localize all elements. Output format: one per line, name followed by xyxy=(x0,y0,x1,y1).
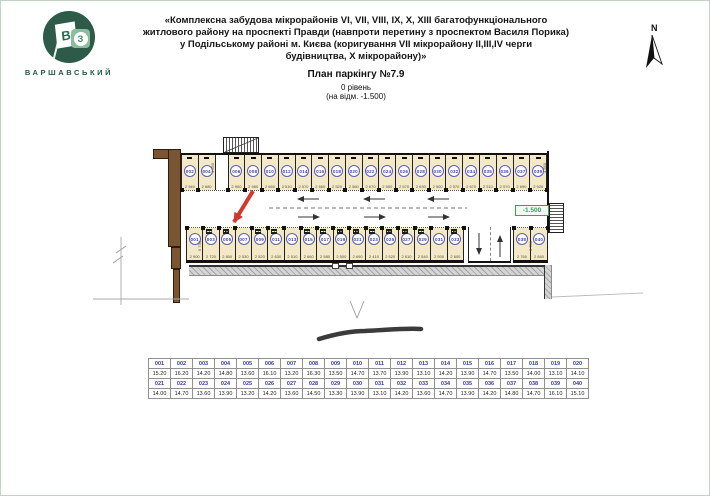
stall-id-cell: 030 xyxy=(347,379,369,389)
equipment-box-icon xyxy=(337,229,343,234)
stall-dimension: 2 510 xyxy=(287,254,298,259)
stall-id-cell: 026 xyxy=(259,379,281,389)
stall-area-cell: 13.60 xyxy=(193,389,215,399)
parking-stall-036 xyxy=(496,155,513,190)
vent-mark-icon xyxy=(284,157,289,159)
stall-number: 035 xyxy=(482,165,494,177)
parking-stall-007 xyxy=(235,228,251,260)
equipment-box-icon xyxy=(353,229,359,234)
stall-area-cell: 14.70 xyxy=(171,389,193,399)
vertical-dimension: 1 550 xyxy=(210,162,215,173)
stall-dimension: 2 670 xyxy=(466,184,477,189)
stall-number: 013 xyxy=(286,233,298,245)
stall-number: 004 xyxy=(201,165,213,177)
stall-number: 008 xyxy=(247,165,259,177)
stall-number: 025 xyxy=(384,233,396,245)
parking-stall-010 xyxy=(261,155,278,190)
company-logo xyxy=(17,11,121,77)
stall-id-cell: 023 xyxy=(193,379,215,389)
parking-stall-033 xyxy=(447,228,463,260)
corridor-gap xyxy=(215,155,228,190)
vent-mark-icon xyxy=(536,157,541,159)
stall-dimension: 2 520 xyxy=(254,254,265,259)
stall-id-cell: 019 xyxy=(545,359,567,369)
vent-mark-icon xyxy=(204,157,209,159)
stall-dimension: 2 840 xyxy=(533,254,544,259)
stall-number: 029 xyxy=(417,233,429,245)
stall-area-cell: 14.70 xyxy=(523,389,545,399)
stall-number: 039 xyxy=(532,165,544,177)
stall-number: 012 xyxy=(281,165,293,177)
staircase-top xyxy=(223,137,259,153)
equipment-box-icon xyxy=(320,229,326,234)
vent-mark-icon xyxy=(187,157,192,159)
table-row xyxy=(149,389,589,399)
stall-id-cell: 003 xyxy=(193,359,215,369)
stall-area-cell: 14.70 xyxy=(479,369,501,379)
stall-area-cell: 16.20 xyxy=(171,369,193,379)
stall-number: 005 xyxy=(221,233,233,245)
stall-dimension: 2 510 xyxy=(482,184,493,189)
parking-stall-012 xyxy=(278,155,295,190)
stall-number: 015 xyxy=(303,233,315,245)
stall-area-cell: 14.20 xyxy=(193,369,215,379)
wall-notch xyxy=(332,263,339,269)
vent-mark-icon xyxy=(318,157,323,159)
stall-id-cell: 034 xyxy=(435,379,457,389)
stall-id-cell: 028 xyxy=(303,379,325,389)
stall-dimension: 2 570 xyxy=(298,184,309,189)
parking-stall-037 xyxy=(513,155,530,190)
stall-number: 036 xyxy=(499,165,511,177)
stall-id-cell: 017 xyxy=(501,359,523,369)
equipment-box-icon xyxy=(271,229,277,234)
stall-id-cell: 016 xyxy=(479,359,501,369)
parking-stall-025 xyxy=(382,228,398,260)
wall-segment xyxy=(168,149,181,247)
brand-name: ВАРШАВСЬКИЙ xyxy=(24,68,114,77)
equipment-box-icon xyxy=(402,229,408,234)
parking-stall-030 xyxy=(429,155,446,190)
stall-id-cell: 002 xyxy=(171,359,193,369)
stall-area-cell: 16.10 xyxy=(545,389,567,399)
logo-flag-letter: В xyxy=(60,26,72,44)
bottom-parking-row xyxy=(186,227,464,263)
stall-area-cell: 16.30 xyxy=(303,369,325,379)
parking-stall-002 xyxy=(181,155,198,190)
break-mark xyxy=(116,246,126,253)
parking-stall-029 xyxy=(414,228,430,260)
stall-dimension: 2 920 xyxy=(533,184,544,189)
stall-id-cell: 040 xyxy=(567,379,589,389)
stall-area-cell: 13.60 xyxy=(237,369,259,379)
parking-stall-013 xyxy=(284,228,300,260)
stall-dimension: 2 540 xyxy=(417,254,428,259)
stall-id-cell: 001 xyxy=(149,359,171,369)
parking-stall-009 xyxy=(251,228,267,260)
vent-mark-icon xyxy=(385,157,390,159)
parking-stall-015 xyxy=(300,228,316,260)
stall-area-cell: 14.50 xyxy=(303,389,325,399)
parking-stall-027 xyxy=(398,228,414,260)
stall-id-cell: 035 xyxy=(457,379,479,389)
stall-dimension: 2 610 xyxy=(401,254,412,259)
stall-id-cell: 010 xyxy=(347,359,369,369)
stall-number: 016 xyxy=(314,165,326,177)
retaining-wall-corner xyxy=(544,265,552,299)
parking-stall-028 xyxy=(412,155,429,190)
stall-area-cell: 14.20 xyxy=(391,389,413,399)
stall-number: 023 xyxy=(368,233,380,245)
stall-number: 038 xyxy=(516,233,528,245)
speech-bubble-icon xyxy=(71,29,90,48)
vertical-dimension: 5 730 xyxy=(197,240,202,251)
stall-area-cell: 14.20 xyxy=(479,389,501,399)
stall-id-cell: 013 xyxy=(413,359,435,369)
equipment-box-icon xyxy=(304,229,310,234)
stall-number: 009 xyxy=(254,233,266,245)
stall-number: 011 xyxy=(270,233,282,245)
parking-stall-011 xyxy=(267,228,283,260)
stall-area-cell: 13.90 xyxy=(457,389,479,399)
parking-stall-020 xyxy=(345,155,362,190)
stall-number: 018 xyxy=(331,165,343,177)
stall-area-cell: 13.10 xyxy=(545,369,567,379)
vent-mark-icon xyxy=(267,157,272,159)
stall-area-cell: 13.30 xyxy=(325,389,347,399)
stall-area-cell: 13.10 xyxy=(369,389,391,399)
stall-area-cell: 14.80 xyxy=(501,389,523,399)
stall-area-cell: 14.70 xyxy=(435,389,457,399)
equipment-box-icon xyxy=(206,229,212,234)
stall-dimension: 2 530 xyxy=(238,254,249,259)
stall-id-cell: 033 xyxy=(413,379,435,389)
stall-area-cell: 16.10 xyxy=(259,369,281,379)
stall-dimension: 2 570 xyxy=(449,184,460,189)
equipment-box-icon xyxy=(255,229,261,234)
staircase-right xyxy=(549,203,564,233)
stall-area-cell: 14.80 xyxy=(215,369,237,379)
equipment-box-icon xyxy=(451,229,457,234)
stall-dimension: 2 520 xyxy=(385,254,396,259)
stall-number: 037 xyxy=(515,165,527,177)
stall-number: 001 xyxy=(189,233,201,245)
retaining-wall xyxy=(189,265,544,276)
stall-number: 010 xyxy=(264,165,276,177)
stall-id-cell: 011 xyxy=(369,359,391,369)
stall-number: 020 xyxy=(348,165,360,177)
road-line xyxy=(319,329,421,339)
stall-id-cell: 005 xyxy=(237,359,259,369)
stall-number: 019 xyxy=(335,233,347,245)
stall-dimension: 2 900 xyxy=(189,254,200,259)
stall-area-cell: 14.20 xyxy=(259,389,281,399)
stall-dimension: 2 570 xyxy=(499,184,510,189)
table-row xyxy=(149,369,589,379)
table-row xyxy=(149,379,589,389)
stall-dimension: 2 760 xyxy=(516,254,527,259)
stall-dimension: 2 660 xyxy=(264,184,275,189)
plan-title: План паркінгу №7.9 xyxy=(307,69,405,80)
stall-dimension: 2 800 xyxy=(222,254,233,259)
parking-stall-022 xyxy=(362,155,379,190)
stall-area-cell: 15.20 xyxy=(149,369,171,379)
stall-dimension: 2 680 xyxy=(201,184,212,189)
vent-mark-icon xyxy=(234,157,239,159)
stall-area-cell: 15.10 xyxy=(567,389,589,399)
stall-dimension: 2 720 xyxy=(205,254,216,259)
parking-stall-021 xyxy=(349,228,365,260)
stall-dimension: 2 410 xyxy=(368,254,379,259)
stall-area-cell: 13.50 xyxy=(501,369,523,379)
stall-number: 003 xyxy=(205,233,217,245)
top-parking-row xyxy=(181,153,547,191)
vent-mark-icon xyxy=(351,157,356,159)
stall-dimension: 2 960 xyxy=(248,184,259,189)
stall-id-cell: 008 xyxy=(303,359,325,369)
stall-id-cell: 025 xyxy=(237,379,259,389)
break-mark xyxy=(113,256,123,263)
parking-stall-019 xyxy=(333,228,349,260)
title-line-4: будівництва, X мікрорайону)» xyxy=(285,51,427,62)
equipment-box-icon xyxy=(223,229,229,234)
parking-stall-008 xyxy=(244,155,261,190)
stall-id-cell: 036 xyxy=(479,379,501,389)
vent-mark-icon xyxy=(435,157,440,159)
parking-stall-032 xyxy=(445,155,462,190)
vent-mark-icon xyxy=(335,157,340,159)
parking-stall-024 xyxy=(378,155,395,190)
break-mark xyxy=(350,301,364,318)
stall-number: 017 xyxy=(319,233,331,245)
stall-id-cell: 022 xyxy=(171,379,193,389)
vent-mark-icon xyxy=(251,157,256,159)
stall-dimension: 2 660 xyxy=(315,184,326,189)
stall-number: 033 xyxy=(449,233,461,245)
stall-id-cell: 009 xyxy=(325,359,347,369)
stall-number: 002 xyxy=(184,165,196,177)
parking-stall-018 xyxy=(328,155,345,190)
stall-id-cell: 021 xyxy=(149,379,171,389)
parking-stall-026 xyxy=(395,155,412,190)
parking-stall-006 xyxy=(228,155,245,190)
vent-mark-icon xyxy=(301,157,306,159)
vent-mark-icon xyxy=(402,157,407,159)
vent-mark-icon xyxy=(502,157,507,159)
stall-id-cell: 027 xyxy=(281,379,303,389)
stall-dimension: 2 630 xyxy=(271,254,282,259)
parking-stall-017 xyxy=(316,228,332,260)
stall-area-cell: 13.10 xyxy=(413,369,435,379)
stall-dimension: 2 660 xyxy=(303,254,314,259)
stall-number: 032 xyxy=(448,165,460,177)
stall-id-cell: 012 xyxy=(391,359,413,369)
stall-id-cell: 007 xyxy=(281,359,303,369)
stall-number: 014 xyxy=(297,165,309,177)
stall-area-cell: 14.10 xyxy=(567,369,589,379)
parking-stall-014 xyxy=(295,155,312,190)
stall-area-cell: 14.00 xyxy=(149,389,171,399)
stall-area-cell: 13.90 xyxy=(215,389,237,399)
vent-mark-icon xyxy=(368,157,373,159)
stall-id-cell: 024 xyxy=(215,379,237,389)
stall-number: 026 xyxy=(398,165,410,177)
highlight-arrow-icon xyxy=(234,191,253,222)
elevation-tag: -1.500 xyxy=(515,205,549,216)
ramp xyxy=(468,227,511,263)
stall-number: 027 xyxy=(401,233,413,245)
stall-dimension: 2 690 xyxy=(516,184,527,189)
stall-dimension: 2 630 xyxy=(415,184,426,189)
stall-id-cell: 037 xyxy=(501,379,523,389)
wall-segment xyxy=(171,247,181,269)
vent-mark-icon xyxy=(452,157,457,159)
stall-id-cell: 015 xyxy=(457,359,479,369)
title-block xyxy=(109,15,603,101)
equipment-box-icon xyxy=(386,229,392,234)
stall-number: 034 xyxy=(465,165,477,177)
stall-dimension: 2 510 xyxy=(281,184,292,189)
title-line-3: у Подільському районі м. Києва (коригування VII мікрорайону II,III,IV черги xyxy=(179,39,533,50)
stall-dimension: 2 520 xyxy=(332,184,343,189)
stall-number: 030 xyxy=(432,165,444,177)
stall-id-cell: 006 xyxy=(259,359,281,369)
vertical-dimension: 5 750 xyxy=(528,240,533,251)
stall-area-cell: 14.70 xyxy=(347,369,369,379)
stall-number: 022 xyxy=(365,165,377,177)
parking-stall-034 xyxy=(462,155,479,190)
stall-id-cell: 018 xyxy=(523,359,545,369)
stall-number: 021 xyxy=(352,233,364,245)
stall-id-cell: 020 xyxy=(567,359,589,369)
stall-number: 040 xyxy=(533,233,545,245)
stall-dimension: 2 600 xyxy=(450,254,461,259)
stall-number: 031 xyxy=(433,233,445,245)
logo-disc-icon xyxy=(43,11,95,63)
parking-stall-005 xyxy=(219,228,235,260)
stall-area-cell: 13.50 xyxy=(325,369,347,379)
stall-area-cell: 13.60 xyxy=(281,389,303,399)
dimensions-table xyxy=(148,358,589,399)
wall-segment xyxy=(173,269,180,303)
parking-stall-035 xyxy=(479,155,496,190)
stall-dimension: 2 500 xyxy=(432,184,443,189)
vent-mark-icon xyxy=(469,157,474,159)
vent-mark-icon xyxy=(519,157,524,159)
boundary-line xyxy=(552,293,643,297)
stall-number: 006 xyxy=(230,165,242,177)
stall-dimension: 2 560 xyxy=(348,184,359,189)
equipment-box-icon xyxy=(418,229,424,234)
stall-number: 007 xyxy=(238,233,250,245)
vent-mark-icon xyxy=(485,157,490,159)
stall-dimension: 2 500 xyxy=(382,184,393,189)
stall-area-cell: 13.70 xyxy=(369,369,391,379)
parking-stall-003 xyxy=(202,228,218,260)
parking-stall-031 xyxy=(430,228,446,260)
stall-id-cell: 029 xyxy=(325,379,347,389)
north-icon xyxy=(646,35,654,68)
title-line-1: «Комплексна забудова мікрорайонів VI, VII, VIII, IX, X, XIII багатофункціонального xyxy=(164,15,548,26)
parking-stall-016 xyxy=(311,155,328,190)
stall-area-cell: 14.20 xyxy=(435,369,457,379)
stall-number: 028 xyxy=(415,165,427,177)
vent-mark-icon xyxy=(418,157,423,159)
stall-id-cell: 004 xyxy=(215,359,237,369)
north-label: N xyxy=(651,23,658,33)
stall-id-cell: 014 xyxy=(435,359,457,369)
logo-bubble-letter: З xyxy=(77,33,84,44)
stall-dimension: 2 500 xyxy=(434,254,445,259)
level-label: 0 рівень xyxy=(340,83,372,92)
stall-area-cell: 13.20 xyxy=(237,389,259,399)
stall-area-cell: 13.60 xyxy=(413,389,435,399)
equipment-box-icon xyxy=(369,229,375,234)
table-row xyxy=(149,359,589,369)
stall-dimension: 2 670 xyxy=(365,184,376,189)
ramp-lane-divider xyxy=(490,227,491,261)
north-icon xyxy=(652,35,662,64)
vertical-dimension: 4 550 xyxy=(542,162,547,173)
stall-area-cell: 13.90 xyxy=(391,369,413,379)
stall-area-cell: 13.90 xyxy=(347,389,369,399)
title-line-2: житлового району на проспекті Правди (навпроти перетину з проспектом Василя Порика) xyxy=(142,27,569,38)
stall-dimension: 2 690 xyxy=(352,254,363,259)
stall-id-cell: 038 xyxy=(523,379,545,389)
wall-notch xyxy=(346,263,353,269)
stall-dimension: 2 900 xyxy=(231,184,242,189)
stall-area-cell: 14.00 xyxy=(523,369,545,379)
stall-dimension: 2 580 xyxy=(320,254,331,259)
stall-id-cell: 032 xyxy=(391,379,413,389)
stall-dimension: 2 500 xyxy=(336,254,347,259)
stall-area-cell: 13.20 xyxy=(281,369,303,379)
stall-area-cell: 13.90 xyxy=(457,369,479,379)
stall-id-cell: 039 xyxy=(545,379,567,389)
stall-number: 024 xyxy=(381,165,393,177)
parking-stall-023 xyxy=(365,228,381,260)
stall-dimension: 2 940 xyxy=(184,184,195,189)
stall-id-cell: 031 xyxy=(369,379,391,389)
elevation-note: (на відм. -1.500) xyxy=(326,92,386,101)
stall-dimension: 2 570 xyxy=(399,184,410,189)
